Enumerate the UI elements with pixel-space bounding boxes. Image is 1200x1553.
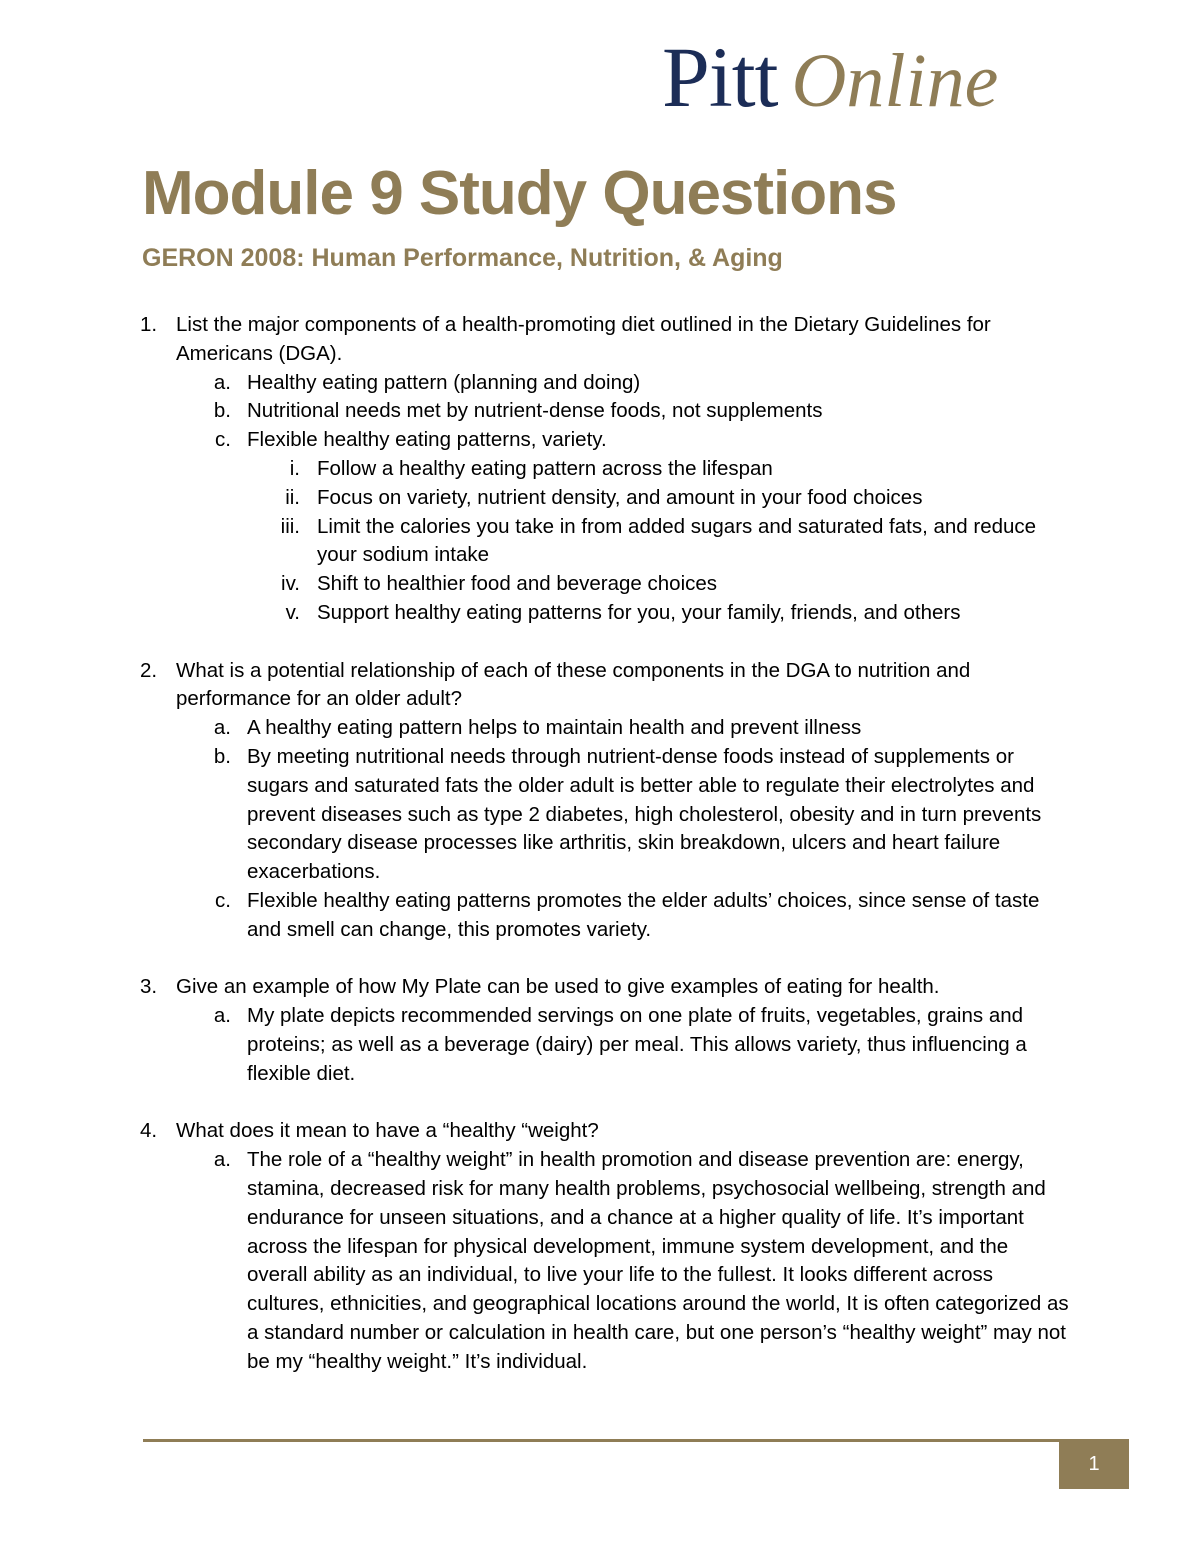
page-number: 1 — [1088, 1452, 1100, 1475]
question-number: 2. — [140, 658, 158, 682]
page-title: Module 9 Study Questions — [142, 159, 897, 228]
answer-item — [140, 369, 1070, 398]
answer-marker: c. — [215, 428, 231, 452]
subpoint-text: Shift to healthier food and beverage choices — [317, 572, 718, 596]
answer-marker: a. — [213, 716, 231, 740]
question-1 — [140, 311, 1070, 369]
subpoint-item — [140, 455, 1070, 484]
answer-item — [140, 1146, 1070, 1376]
subpoint-text: Focus on variety, nutrient density, and amount in your food choices — [317, 485, 923, 509]
question-number: 4. — [140, 1119, 158, 1143]
answer-item — [140, 743, 1070, 887]
answer-text: Healthy eating pattern (planning and doing) — [247, 370, 641, 394]
pitt-online-logo — [662, 29, 1062, 125]
question-text: List the major components of a health-promoting diet outlined in the Dietary Guidelines for Americans (DGA). — [176, 313, 991, 365]
question-3 — [140, 973, 1070, 1002]
question-4 — [140, 1117, 1070, 1146]
answer-marker: a. — [213, 1148, 231, 1172]
answer-marker: b. — [213, 399, 231, 423]
answer-marker: b. — [213, 744, 231, 768]
question-text: What does it mean to have a “healthy “weight? — [176, 1119, 599, 1143]
question-text: What is a potential relationship of each of these components in the DGA to nutrition and performance for an older adult? — [176, 658, 971, 711]
subpoint-marker: i. — [289, 456, 300, 480]
answer-text: A healthy eating pattern helps to maintain health and prevent illness — [247, 716, 862, 740]
page-number-badge — [1059, 1439, 1129, 1489]
course-subtitle: GERON 2008: Human Performance, Nutrition, & Aging — [142, 244, 783, 272]
answer-item — [140, 1002, 1070, 1088]
subpoint-marker: ii. — [285, 485, 300, 509]
answer-item — [140, 426, 1070, 455]
subpoint-text: Limit the calories you take in from added sugars and saturated fats, and reduce your sodium intake — [317, 514, 1037, 567]
subpoint-text: Support healthy eating patterns for you, your family, friends, and others — [317, 600, 961, 624]
answer-text: My plate depicts recommended servings on one plate of fruits, vegetables, grains and proteins; as well as a beverage (dairy) per meal. This allows variety, thus influencing a flexible diet. — [247, 1004, 1027, 1085]
answer-item — [140, 887, 1070, 945]
question-text: Give an example of how My Plate can be used to give examples of eating for health. — [176, 975, 940, 999]
answer-text: Flexible healthy eating patterns, variety. — [247, 428, 607, 452]
subpoint-item — [140, 513, 1070, 571]
subpoint-text: Follow a healthy eating pattern across the lifespan — [317, 456, 773, 480]
answer-text: Flexible healthy eating patterns promotes the elder adults’ choices, since sense of taste and smell can change, this promotes variety. — [247, 888, 1040, 941]
answer-text: Nutritional needs met by nutrient-dense foods, not supplements — [247, 399, 823, 423]
footer-divider — [143, 1439, 1059, 1442]
answer-marker: a. — [213, 1004, 231, 1028]
answer-item — [140, 397, 1070, 426]
subpoint-item — [140, 484, 1070, 513]
questions-list — [140, 311, 1070, 1376]
answer-marker: c. — [215, 888, 231, 912]
subpoint-item — [140, 570, 1070, 599]
subpoint-marker: iii. — [280, 514, 300, 538]
answer-text: The role of a “healthy weight” in health promotion and disease prevention are: energy, stamina, decreased risk for many health problems, psychosocial wellbeing, strength and endurance for unseen situations, and a chance at a higher quality of life. It’s important across the lifespan for physical development, immune system development, and the overall ability as an individual, to live your life to the fullest. It looks different across cultures, ethnicities, and geographical locations around the world, It is often categorized as a standard number or calculation in health care, but one person’s “healthy weight” may not be my “healthy weight.” It’s individual. — [247, 1148, 1069, 1373]
question-number: 3. — [140, 975, 158, 999]
answer-item — [140, 714, 1070, 743]
answer-marker: a. — [213, 370, 231, 394]
question-number: 1. — [140, 313, 158, 336]
subpoint-item — [140, 599, 1070, 628]
logo-pitt-text: Pitt — [662, 29, 778, 125]
answer-text: By meeting nutritional needs through nutrient-dense foods instead of supplements or sugars and saturated fats the older adult is better able to regulate their electrolytes and prevent diseases such as type 2 diabetes, high cholesterol, obesity and in turn prevents secondary disease processes like arthritis, skin breakdown, ulcers and heart failure exacerbations. — [247, 744, 1042, 884]
question-2 — [140, 657, 1070, 715]
logo-online-text: Online — [791, 39, 999, 123]
subpoint-marker: iv. — [281, 572, 300, 596]
subpoint-marker: v. — [285, 600, 300, 624]
